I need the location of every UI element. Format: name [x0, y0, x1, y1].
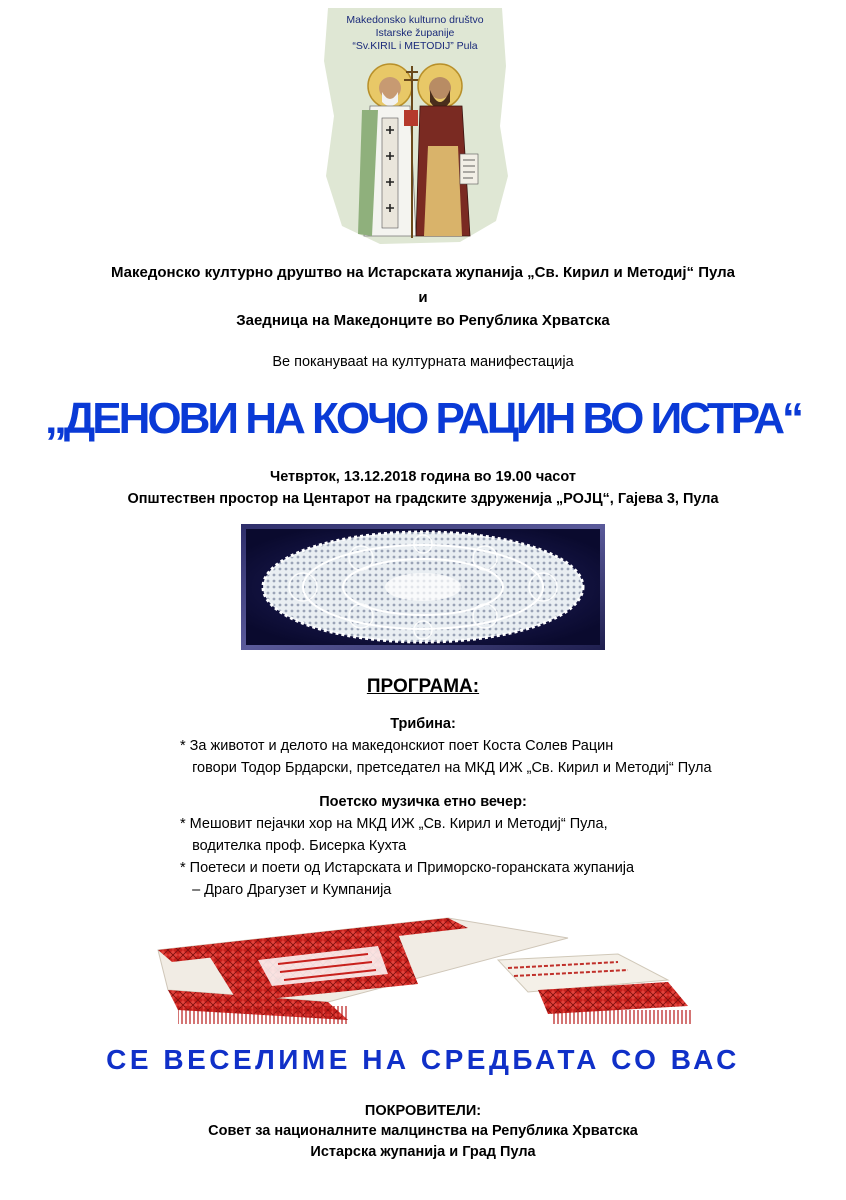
- program-heading: ПРОГРАМА:: [366, 676, 480, 697]
- organizer-line-2: Заедница на Македонците во Република Хрватска: [236, 312, 610, 329]
- organizer-line-1: Македонско културно друштво на Истарската жупанија „Св. Кирил и Методиј“ Пула: [110, 264, 736, 281]
- invitation-text: Ве поканувааt на културната манифестација: [272, 354, 574, 370]
- event-date: Четврток, 13.12.2018 година во 19.00 часот: [270, 469, 576, 485]
- program-line: * За животот и делото на македонскиот поет Коста Солев Рацин: [180, 738, 614, 754]
- logo-line-1: Makedonsko kulturno društvo: [346, 14, 484, 26]
- society-logo: [320, 6, 510, 246]
- event-place: Општествен простор на Центарот на градските здруженија „РОЈЦ“, Гајева 3, Пула: [127, 491, 719, 507]
- program-line: говори Тодор Брдарски, претседател на МКД ИЖ „Св. Кирил и Методиј“ Пула: [180, 760, 712, 776]
- sponsor-line-2: Истарска жупанија и Град Пула: [310, 1144, 536, 1160]
- event-title: „ДЕНОВИ НА КОЧО РАЦИН ВО ИСТРА“: [44, 394, 802, 443]
- logo-line-2: Istarske županije: [375, 27, 455, 39]
- program-line: * Мешовит пејачки хор на МКД ИЖ „Св. Кирил и Методиј“ Пула,: [180, 816, 608, 832]
- program-line: * Поетеси и поети од Истарската и Приморско-горанската жупанија: [180, 860, 635, 876]
- section-title-tribune: Трибина:: [390, 716, 456, 732]
- program-line: водителка проф. Бисерка Кухта: [180, 838, 407, 854]
- lace-doily-image: [241, 524, 605, 650]
- embroidered-towels-image: [148, 910, 702, 1026]
- logo-line-3: “Sv.KIRIL i METODIJ” Pula: [352, 40, 478, 52]
- sponsor-line-1: Совет за националните малцинства на Република Хрватска: [208, 1123, 638, 1139]
- program-line: – Драго Драгузет и Кумпанија: [180, 882, 392, 898]
- section-title-evening: Поетско музичка етно вечер:: [319, 794, 527, 810]
- sponsors-heading: ПОКРОВИТЕЛИ:: [364, 1103, 482, 1119]
- slogan: СЕ ВЕСЕЛИМЕ НА СРЕДБАТА СО ВАС: [106, 1044, 740, 1075]
- organizer-conjunction: и: [418, 289, 428, 306]
